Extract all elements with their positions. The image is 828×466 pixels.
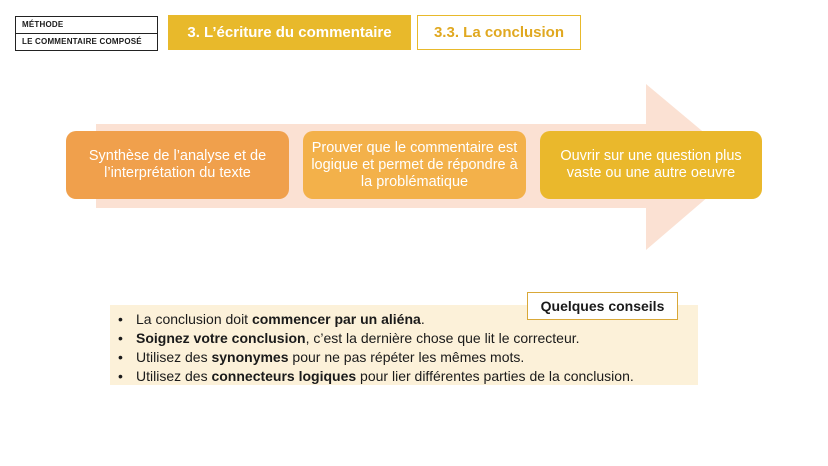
step-open-question xyxy=(540,131,762,199)
tip-emphasis: Soignez votre conclusion xyxy=(136,330,306,346)
tip-text: . xyxy=(420,311,425,327)
tip-text: pour lier différentes parties de la conclusion. xyxy=(356,368,634,384)
section-tab: 3. L’écriture du commentaire xyxy=(168,15,411,50)
tip-text: Utilisez des xyxy=(136,368,212,384)
step-synthesis xyxy=(66,131,289,199)
bullet: • xyxy=(118,330,123,346)
list-item xyxy=(118,310,634,329)
step-open-question-text: Ouvrir sur une question plus vaste ou une autre oeuvre xyxy=(560,148,742,181)
tips-list xyxy=(118,310,634,386)
bullet: • xyxy=(118,311,123,327)
tip-text: Utilisez des xyxy=(136,349,212,365)
tip-emphasis: connecteurs logiques xyxy=(211,368,357,384)
topic-label: LE COMMENTAIRE COMPOSÉ xyxy=(16,33,157,50)
list-item xyxy=(118,348,634,367)
tip-emphasis: commencer par un aliéna xyxy=(251,311,421,327)
subsection-tab: 3.3. La conclusion xyxy=(417,15,581,50)
tip-text: , c’est la dernière chose que lit le correcteur. xyxy=(305,330,580,346)
bullet: • xyxy=(118,368,123,384)
tip-text: pour ne pas répéter les mêmes mots. xyxy=(288,349,525,365)
method-label: MÉTHODE xyxy=(22,20,64,29)
tip-emphasis: synonymes xyxy=(211,349,289,365)
tips-title: Quelques conseils xyxy=(527,292,678,320)
step-prove-logic xyxy=(303,131,526,199)
list-item xyxy=(118,329,634,348)
tip-text: La conclusion doit xyxy=(136,311,252,327)
step-prove-logic-text: Prouver que le commentaire est logique et permet de répondre à la problématique xyxy=(311,139,518,190)
bullet: • xyxy=(118,349,123,365)
list-item xyxy=(118,367,634,386)
step-synthesis-text: Synthèse de l’analyse et de l’interprétation du texte xyxy=(88,148,267,181)
